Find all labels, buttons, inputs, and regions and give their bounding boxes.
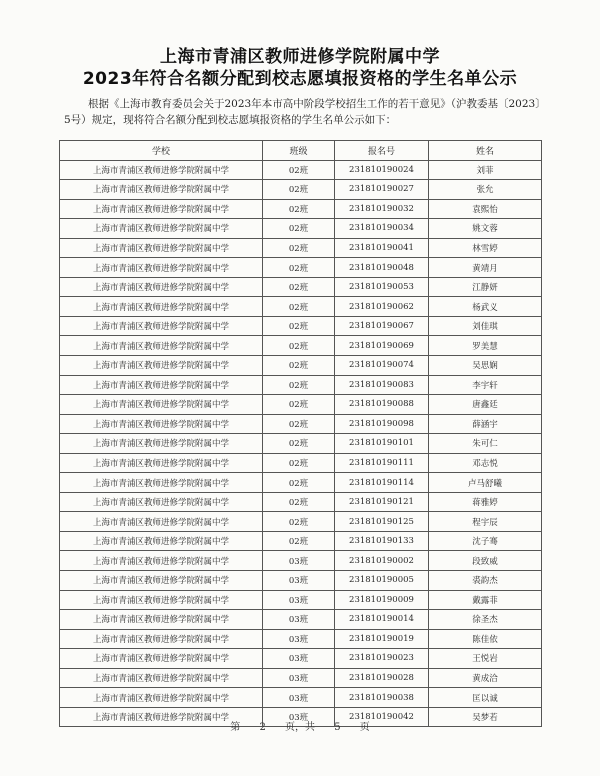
cell-class: 03班 <box>263 649 335 669</box>
cell-school: 上海市青浦区教师进修学院附属中学 <box>60 238 263 258</box>
cell-school: 上海市青浦区教师进修学院附属中学 <box>60 356 263 376</box>
cell-registration-number: 231810190024 <box>335 160 429 180</box>
table-row <box>60 356 542 376</box>
cell-name: 黄成洽 <box>429 668 542 688</box>
table-row <box>60 571 542 591</box>
cell-registration-number: 231810190069 <box>335 336 429 356</box>
table-header-row <box>60 141 542 161</box>
cell-registration-number: 231810190014 <box>335 610 429 630</box>
cell-name: 匡以诚 <box>429 688 542 708</box>
cell-school: 上海市青浦区教师进修学院附属中学 <box>60 610 263 630</box>
footer-middle: 页，共 <box>285 722 315 733</box>
cell-registration-number: 231810190002 <box>335 551 429 571</box>
table-row <box>60 395 542 415</box>
cell-class: 03班 <box>263 707 335 727</box>
cell-school: 上海市青浦区教师进修学院附属中学 <box>60 434 263 454</box>
cell-name: 姚文蓉 <box>429 219 542 239</box>
cell-registration-number: 231810190083 <box>335 375 429 395</box>
cell-class: 02班 <box>263 297 335 317</box>
cell-class: 02班 <box>263 277 335 297</box>
table-row <box>60 688 542 708</box>
cell-registration-number: 231810190005 <box>335 571 429 591</box>
table-row <box>60 375 542 395</box>
table-row <box>60 668 542 688</box>
cell-name: 蒋雅婷 <box>429 492 542 512</box>
table-row <box>60 277 542 297</box>
cell-name: 徐圣杰 <box>429 610 542 630</box>
table-row <box>60 492 542 512</box>
cell-registration-number: 231810190088 <box>335 395 429 415</box>
cell-registration-number: 231810190027 <box>335 180 429 200</box>
cell-school: 上海市青浦区教师进修学院附属中学 <box>60 668 263 688</box>
cell-school: 上海市青浦区教师进修学院附属中学 <box>60 219 263 239</box>
footer-page-number: 2 <box>259 722 266 733</box>
table-row <box>60 551 542 571</box>
cell-school: 上海市青浦区教师进修学院附属中学 <box>60 414 263 434</box>
cell-school: 上海市青浦区教师进修学院附属中学 <box>60 590 263 610</box>
cell-name: 罗美慧 <box>429 336 542 356</box>
cell-class: 03班 <box>263 610 335 630</box>
cell-registration-number: 231810190028 <box>335 668 429 688</box>
cell-class: 03班 <box>263 551 335 571</box>
table-row <box>60 512 542 532</box>
cell-name: 邓志悦 <box>429 453 542 473</box>
cell-name: 陈佳依 <box>429 629 542 649</box>
cell-school: 上海市青浦区教师进修学院附属中学 <box>60 473 263 493</box>
table-row <box>60 473 542 493</box>
cell-name: 唐鑫廷 <box>429 395 542 415</box>
cell-school: 上海市青浦区教师进修学院附属中学 <box>60 277 263 297</box>
cell-class: 02班 <box>263 492 335 512</box>
cell-school: 上海市青浦区教师进修学院附属中学 <box>60 531 263 551</box>
table-row <box>60 610 542 630</box>
table-row <box>60 297 542 317</box>
cell-registration-number: 231810190121 <box>335 492 429 512</box>
cell-school: 上海市青浦区教师进修学院附属中学 <box>60 707 263 727</box>
table-row <box>60 414 542 434</box>
cell-registration-number: 231810190041 <box>335 238 429 258</box>
table-row <box>60 453 542 473</box>
cell-name: 袁熙怡 <box>429 199 542 219</box>
cell-class: 02班 <box>263 512 335 532</box>
cell-school: 上海市青浦区教师进修学院附属中学 <box>60 199 263 219</box>
table-row <box>60 649 542 669</box>
cell-name: 林雪婷 <box>429 238 542 258</box>
cell-name: 江静妍 <box>429 277 542 297</box>
table-row <box>60 258 542 278</box>
cell-registration-number: 231810190048 <box>335 258 429 278</box>
cell-school: 上海市青浦区教师进修学院附属中学 <box>60 180 263 200</box>
column-header-registration-number: 报名号 <box>335 141 429 161</box>
table-row <box>60 219 542 239</box>
cell-class: 03班 <box>263 571 335 591</box>
cell-name: 黄靖月 <box>429 258 542 278</box>
table-row <box>60 316 542 336</box>
cell-registration-number: 231810190101 <box>335 434 429 454</box>
cell-school: 上海市青浦区教师进修学院附属中学 <box>60 336 263 356</box>
cell-registration-number: 231810190032 <box>335 199 429 219</box>
cell-class: 02班 <box>263 238 335 258</box>
cell-school: 上海市青浦区教师进修学院附属中学 <box>60 688 263 708</box>
cell-school: 上海市青浦区教师进修学院附属中学 <box>60 453 263 473</box>
footer-total-pages: 5 <box>334 722 341 733</box>
column-header-school: 学校 <box>60 141 263 161</box>
cell-registration-number: 231810190125 <box>335 512 429 532</box>
cell-school: 上海市青浦区教师进修学院附属中学 <box>60 395 263 415</box>
cell-name: 朱可仁 <box>429 434 542 454</box>
table-body <box>60 160 542 727</box>
cell-registration-number: 231810190114 <box>335 473 429 493</box>
cell-registration-number: 231810190009 <box>335 590 429 610</box>
cell-name: 段致威 <box>429 551 542 571</box>
cell-name: 杨武义 <box>429 297 542 317</box>
cell-class: 02班 <box>263 414 335 434</box>
cell-name: 刘佳琪 <box>429 316 542 336</box>
cell-class: 02班 <box>263 434 335 454</box>
cell-school: 上海市青浦区教师进修学院附属中学 <box>60 258 263 278</box>
table-row <box>60 590 542 610</box>
cell-school: 上海市青浦区教师进修学院附属中学 <box>60 551 263 571</box>
cell-school: 上海市青浦区教师进修学院附属中学 <box>60 512 263 532</box>
cell-class: 02班 <box>263 258 335 278</box>
cell-registration-number: 231810190034 <box>335 219 429 239</box>
cell-name: 戴露菲 <box>429 590 542 610</box>
cell-registration-number: 231810190038 <box>335 688 429 708</box>
cell-school: 上海市青浦区教师进修学院附属中学 <box>60 492 263 512</box>
cell-name: 裘韵杰 <box>429 571 542 591</box>
cell-class: 02班 <box>263 199 335 219</box>
table-row <box>60 629 542 649</box>
cell-registration-number: 231810190133 <box>335 531 429 551</box>
cell-school: 上海市青浦区教师进修学院附属中学 <box>60 649 263 669</box>
cell-class: 03班 <box>263 629 335 649</box>
table-row <box>60 160 542 180</box>
cell-name: 吴思娴 <box>429 356 542 376</box>
cell-school: 上海市青浦区教师进修学院附属中学 <box>60 160 263 180</box>
cell-registration-number: 231810190019 <box>335 629 429 649</box>
page-footer <box>0 718 600 733</box>
cell-class: 02班 <box>263 453 335 473</box>
table-row <box>60 180 542 200</box>
cell-school: 上海市青浦区教师进修学院附属中学 <box>60 316 263 336</box>
cell-class: 02班 <box>263 473 335 493</box>
cell-name: 李宇轩 <box>429 375 542 395</box>
cell-name: 程宇辰 <box>429 512 542 532</box>
cell-class: 02班 <box>263 180 335 200</box>
cell-registration-number: 231810190067 <box>335 316 429 336</box>
cell-registration-number: 231810190062 <box>335 297 429 317</box>
cell-registration-number: 231810190111 <box>335 453 429 473</box>
cell-registration-number: 231810190074 <box>335 356 429 376</box>
cell-class: 02班 <box>263 395 335 415</box>
cell-class: 02班 <box>263 336 335 356</box>
cell-name: 吴梦若 <box>429 707 542 727</box>
cell-name: 刘菲 <box>429 160 542 180</box>
cell-school: 上海市青浦区教师进修学院附属中学 <box>60 629 263 649</box>
footer-suffix: 页 <box>359 722 370 733</box>
column-header-name: 姓名 <box>429 141 542 161</box>
cell-name: 沈子骞 <box>429 531 542 551</box>
document-subtitle: 2023年符合名额分配到校志愿填报资格的学生名单公示 <box>82 69 518 89</box>
cell-class: 03班 <box>263 668 335 688</box>
cell-registration-number: 231810190098 <box>335 414 429 434</box>
document-title: 上海市青浦区教师进修学院附属中学 <box>160 47 440 67</box>
table-row <box>60 199 542 219</box>
cell-class: 02班 <box>263 160 335 180</box>
cell-class: 03班 <box>263 590 335 610</box>
cell-name: 张允 <box>429 180 542 200</box>
table-row <box>60 531 542 551</box>
cell-registration-number: 231810190053 <box>335 277 429 297</box>
student-roster-table <box>59 140 542 727</box>
cell-class: 02班 <box>263 531 335 551</box>
cell-registration-number: 231810190042 <box>335 707 429 727</box>
cell-class: 03班 <box>263 688 335 708</box>
cell-registration-number: 231810190023 <box>335 649 429 669</box>
cell-name: 王悦岩 <box>429 649 542 669</box>
cell-class: 02班 <box>263 316 335 336</box>
cell-school: 上海市青浦区教师进修学院附属中学 <box>60 571 263 591</box>
cell-name: 卢马舒曦 <box>429 473 542 493</box>
table-row <box>60 336 542 356</box>
cell-name: 薛涵宇 <box>429 414 542 434</box>
cell-class: 02班 <box>263 356 335 376</box>
table-row <box>60 434 542 454</box>
intro-paragraph: 根据《上海市教育委员会关于2023年本市高中阶段学校招生工作的若干意见》（沪教委基〔2023〕5号）规定，现将符合名额分配到校志愿填报资格的学生名单公示如下： <box>64 98 541 126</box>
cell-class: 02班 <box>263 375 335 395</box>
column-header-class: 班级 <box>263 141 335 161</box>
footer-prefix: 第 <box>230 722 241 733</box>
table-row <box>60 238 542 258</box>
cell-school: 上海市青浦区教师进修学院附属中学 <box>60 297 263 317</box>
cell-school: 上海市青浦区教师进修学院附属中学 <box>60 375 263 395</box>
cell-class: 02班 <box>263 219 335 239</box>
